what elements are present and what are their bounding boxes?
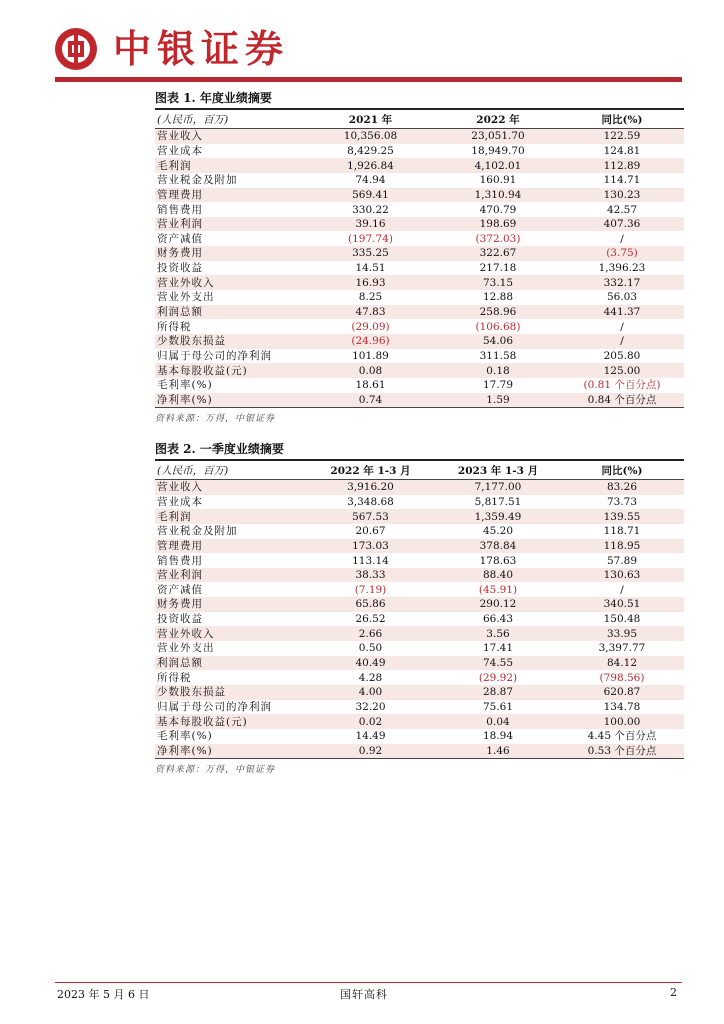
- row-value: 290.12: [436, 597, 560, 612]
- table-row: [155, 553, 684, 568]
- q1-results-table: [155, 461, 684, 759]
- table-row: [155, 363, 684, 378]
- table-row: [155, 612, 684, 627]
- row-value: 0.02: [305, 714, 436, 729]
- table2-header-q1-2022: 2022 年 1-3 月: [305, 461, 436, 480]
- row-value: 0.84 个百分点: [560, 393, 684, 408]
- row-value: 32.20: [355, 700, 386, 713]
- row-value: 1,926.84: [305, 158, 436, 173]
- row-value: 10,356.08: [305, 129, 436, 144]
- row-label: 营业税金及附加: [157, 174, 238, 187]
- row-label: 毛利润: [155, 509, 305, 524]
- table-row: [155, 393, 684, 408]
- row-label: 营业外支出: [157, 291, 215, 304]
- table-row: [155, 144, 684, 159]
- table-row: [155, 275, 684, 290]
- row-label: 利润总额: [155, 305, 305, 320]
- row-value: 0.53 个百分点: [560, 744, 684, 759]
- row-value: 17.79: [482, 379, 514, 392]
- table-row: [155, 509, 684, 524]
- table-row: [155, 129, 684, 144]
- table-row: [155, 685, 684, 700]
- row-value: 73.15: [436, 275, 560, 290]
- row-label: 所得税: [157, 320, 192, 333]
- table2-header-q1-2023: 2023 年 1-3 月: [436, 461, 560, 480]
- header-divider: [55, 77, 682, 82]
- table-row: [155, 217, 684, 232]
- row-value: 14.49: [355, 730, 386, 743]
- row-value: 0.92: [305, 744, 436, 759]
- row-value: 2.66: [305, 626, 436, 641]
- row-label: 少数股东损益: [155, 334, 305, 349]
- table-row: [155, 158, 684, 173]
- page-number: 2: [670, 986, 677, 999]
- table2-header-row: [155, 461, 684, 480]
- row-value: 1.59: [436, 393, 560, 408]
- row-value: 4.28: [358, 671, 383, 684]
- table-row: [155, 524, 684, 539]
- footer-date: 2023 年 5 月 6 日: [57, 988, 150, 1001]
- row-value: 83.26: [560, 480, 684, 495]
- table-row: [155, 480, 684, 495]
- row-value: 5,817.51: [474, 495, 522, 508]
- row-value: 150.48: [603, 613, 641, 626]
- row-label: 营业税金及附加: [157, 525, 238, 538]
- row-label: 营业成本: [157, 495, 203, 508]
- row-value: 74.94: [355, 174, 386, 187]
- row-value: 8,429.25: [347, 144, 394, 157]
- row-value: 134.78: [603, 700, 641, 713]
- row-label: 销售费用: [157, 554, 203, 567]
- table-row: [155, 173, 684, 188]
- row-value: 14.51: [355, 262, 386, 275]
- row-value: 1.46: [436, 744, 560, 759]
- row-label: 净利率(%): [155, 393, 305, 408]
- table-row: [155, 568, 684, 583]
- row-value: 4,102.01: [436, 158, 560, 173]
- table1-header-2022: 2022 年: [436, 110, 560, 129]
- row-value: 42.57: [606, 203, 638, 216]
- row-label: 少数股东损益: [155, 685, 305, 700]
- row-value: (24.96): [305, 334, 436, 349]
- row-value: 75.61: [482, 700, 514, 713]
- row-value: 567.53: [305, 509, 436, 524]
- row-label: 归属于母公司的净利润: [157, 349, 272, 362]
- row-value: 205.80: [603, 349, 641, 362]
- row-value: (3.75): [560, 246, 684, 261]
- row-value: 340.51: [560, 597, 684, 612]
- annual-results-table: [155, 110, 684, 408]
- footer-divider: [55, 982, 682, 983]
- row-value: 84.12: [560, 656, 684, 671]
- row-value: /: [560, 334, 684, 349]
- row-value: 125.00: [560, 363, 684, 378]
- table-row: [155, 641, 684, 656]
- row-label: 利润总额: [155, 656, 305, 671]
- table-row: [155, 378, 684, 393]
- row-value: 470.79: [479, 203, 517, 216]
- row-value: 441.37: [560, 305, 684, 320]
- row-value: 12.88: [482, 291, 514, 304]
- row-value: /: [620, 320, 624, 333]
- row-label: 所得税: [157, 671, 192, 684]
- row-value: 114.71: [603, 174, 641, 187]
- table2-section: [155, 441, 684, 775]
- table-row: [155, 319, 684, 334]
- row-label: 营业利润: [155, 568, 305, 583]
- table2-source: 资料来源：万得，中银证券: [155, 765, 276, 776]
- table-row: [155, 729, 684, 744]
- footer-company: 国轩高科: [340, 988, 388, 1001]
- row-value: /: [620, 232, 624, 245]
- row-value: (29.92): [478, 671, 518, 684]
- row-label: 财务费用: [155, 597, 305, 612]
- row-value: 26.52: [355, 613, 386, 626]
- row-value: 620.87: [560, 685, 684, 700]
- row-label: 毛利润: [155, 158, 305, 173]
- row-value: 3,916.20: [305, 480, 436, 495]
- table-row: [155, 539, 684, 554]
- table-row: [155, 700, 684, 715]
- row-label: 营业收入: [155, 480, 305, 495]
- row-value: 74.55: [436, 656, 560, 671]
- row-value: 40.49: [305, 656, 436, 671]
- row-value: 4.45 个百分点: [587, 730, 657, 743]
- row-value: 101.89: [352, 349, 389, 362]
- row-label: 财务费用: [155, 246, 305, 261]
- row-value: 39.16: [305, 217, 436, 232]
- table-row: [155, 231, 684, 246]
- table-row: [155, 744, 684, 759]
- table-row: [155, 349, 684, 364]
- row-value: 378.84: [436, 539, 560, 554]
- row-value: (0.81 个百分点): [583, 379, 661, 392]
- row-value: 47.83: [305, 305, 436, 320]
- row-value: (372.03): [475, 232, 521, 245]
- row-value: 198.69: [436, 217, 560, 232]
- row-value: 88.40: [436, 568, 560, 583]
- row-value: /: [620, 583, 624, 596]
- row-label: 毛利率(%): [157, 379, 213, 392]
- table1-source: 资料来源：万得，中银证券: [155, 414, 276, 425]
- table-row: [155, 188, 684, 203]
- table1-header-yoy: 同比(%): [560, 110, 684, 129]
- row-label: 资产减值: [157, 232, 203, 245]
- brand-name: 中银证券: [113, 26, 290, 71]
- row-value: (197.74): [348, 232, 393, 245]
- table-row: [155, 670, 684, 685]
- row-value: 130.63: [560, 568, 684, 583]
- table1-header-2021: 2021 年: [305, 110, 436, 129]
- table-row: [155, 261, 684, 276]
- row-value: 23,051.70: [436, 129, 560, 144]
- table-row: [155, 714, 684, 729]
- row-value: 311.58: [479, 349, 517, 362]
- row-label: 基本每股收益(元): [155, 363, 305, 378]
- row-label: 管理费用: [155, 539, 305, 554]
- row-value: 407.36: [560, 217, 684, 232]
- table-row: [155, 305, 684, 320]
- row-value: 17.41: [482, 642, 514, 655]
- row-label: 销售费用: [157, 203, 203, 216]
- row-value: 113.14: [352, 554, 389, 567]
- row-value: 56.03: [606, 291, 638, 304]
- row-label: 营业收入: [155, 129, 305, 144]
- row-value: 33.95: [560, 626, 684, 641]
- row-value: 65.86: [305, 597, 436, 612]
- row-value: (29.09): [351, 320, 390, 333]
- row-value: 217.18: [479, 262, 517, 275]
- table-row: [155, 656, 684, 671]
- row-value: 1,359.49: [436, 509, 560, 524]
- row-value: (106.68): [475, 320, 521, 333]
- table2-header-unit: (人民币，百万): [155, 461, 305, 480]
- row-value: (7.19): [354, 583, 387, 596]
- row-label: 投资收益: [157, 262, 203, 275]
- row-value: 8.25: [358, 291, 383, 304]
- table2-header-yoy: 同比(%): [560, 461, 684, 480]
- row-value: 335.25: [305, 246, 436, 261]
- row-value: 122.59: [560, 129, 684, 144]
- row-value: 3,348.68: [347, 495, 394, 508]
- row-value: 173.03: [305, 539, 436, 554]
- row-label: 归属于母公司的净利润: [157, 700, 272, 713]
- row-value: (798.56): [599, 671, 645, 684]
- row-value: 0.18: [436, 363, 560, 378]
- row-label: 基本每股收益(元): [155, 714, 305, 729]
- row-value: 4.00: [305, 685, 436, 700]
- table1-header-row: [155, 110, 684, 129]
- row-label: 营业外收入: [155, 275, 305, 290]
- table1-section: [155, 90, 684, 424]
- row-label: 资产减值: [157, 583, 203, 596]
- row-value: 20.67: [355, 525, 386, 538]
- bank-of-china-logo-icon: [55, 28, 97, 70]
- row-label: 营业外支出: [157, 642, 215, 655]
- row-value: 3.56: [436, 626, 560, 641]
- row-value: 18.94: [482, 730, 514, 743]
- row-label: 投资收益: [157, 613, 203, 626]
- row-value: 54.06: [436, 334, 560, 349]
- row-value: 38.33: [305, 568, 436, 583]
- row-value: 322.67: [436, 246, 560, 261]
- table-row: [155, 246, 684, 261]
- table-row: [155, 202, 684, 217]
- row-value: 160.91: [479, 174, 517, 187]
- row-label: 营业利润: [155, 217, 305, 232]
- row-value: 1,396.23: [598, 262, 646, 275]
- row-label: 营业成本: [157, 144, 203, 157]
- row-value: (45.91): [478, 583, 518, 596]
- row-value: 118.95: [560, 539, 684, 554]
- row-value: 16.93: [305, 275, 436, 290]
- table-row: [155, 582, 684, 597]
- row-value: 178.63: [479, 554, 517, 567]
- row-value: 45.20: [482, 525, 514, 538]
- row-value: 112.89: [560, 158, 684, 173]
- row-value: 569.41: [305, 188, 436, 203]
- row-value: 0.08: [305, 363, 436, 378]
- row-value: 7,177.00: [436, 480, 560, 495]
- row-value: 139.55: [560, 509, 684, 524]
- row-value: 73.73: [606, 495, 638, 508]
- table-row: [155, 495, 684, 510]
- row-value: 130.23: [560, 188, 684, 203]
- row-value: 100.00: [560, 714, 684, 729]
- row-value: 0.74: [305, 393, 436, 408]
- table-row: [155, 290, 684, 305]
- table1-title: 图表 1. 年度业绩摘要: [155, 91, 272, 105]
- header: [55, 28, 685, 78]
- row-value: 332.17: [560, 275, 684, 290]
- row-value: 18,949.70: [471, 144, 525, 157]
- table1-header-unit: (人民币，百万): [155, 110, 305, 129]
- table-row: [155, 334, 684, 349]
- row-value: 57.89: [606, 554, 638, 567]
- row-value: 3,397.77: [598, 642, 646, 655]
- row-value: 118.71: [603, 525, 641, 538]
- row-label: 毛利率(%): [157, 730, 213, 743]
- row-value: 18.61: [355, 379, 386, 392]
- row-value: 1,310.94: [436, 188, 560, 203]
- row-value: 28.87: [436, 685, 560, 700]
- row-value: 0.50: [358, 642, 383, 655]
- row-label: 净利率(%): [155, 744, 305, 759]
- row-value: 0.04: [436, 714, 560, 729]
- row-value: 124.81: [603, 144, 641, 157]
- table-row: [155, 597, 684, 612]
- row-value: 330.22: [352, 203, 389, 216]
- table-row: [155, 626, 684, 641]
- table2-title: 图表 2. 一季度业绩摘要: [155, 442, 284, 456]
- row-label: 营业外收入: [155, 626, 305, 641]
- row-value: 258.96: [436, 305, 560, 320]
- row-label: 管理费用: [155, 188, 305, 203]
- row-value: 66.43: [482, 613, 514, 626]
